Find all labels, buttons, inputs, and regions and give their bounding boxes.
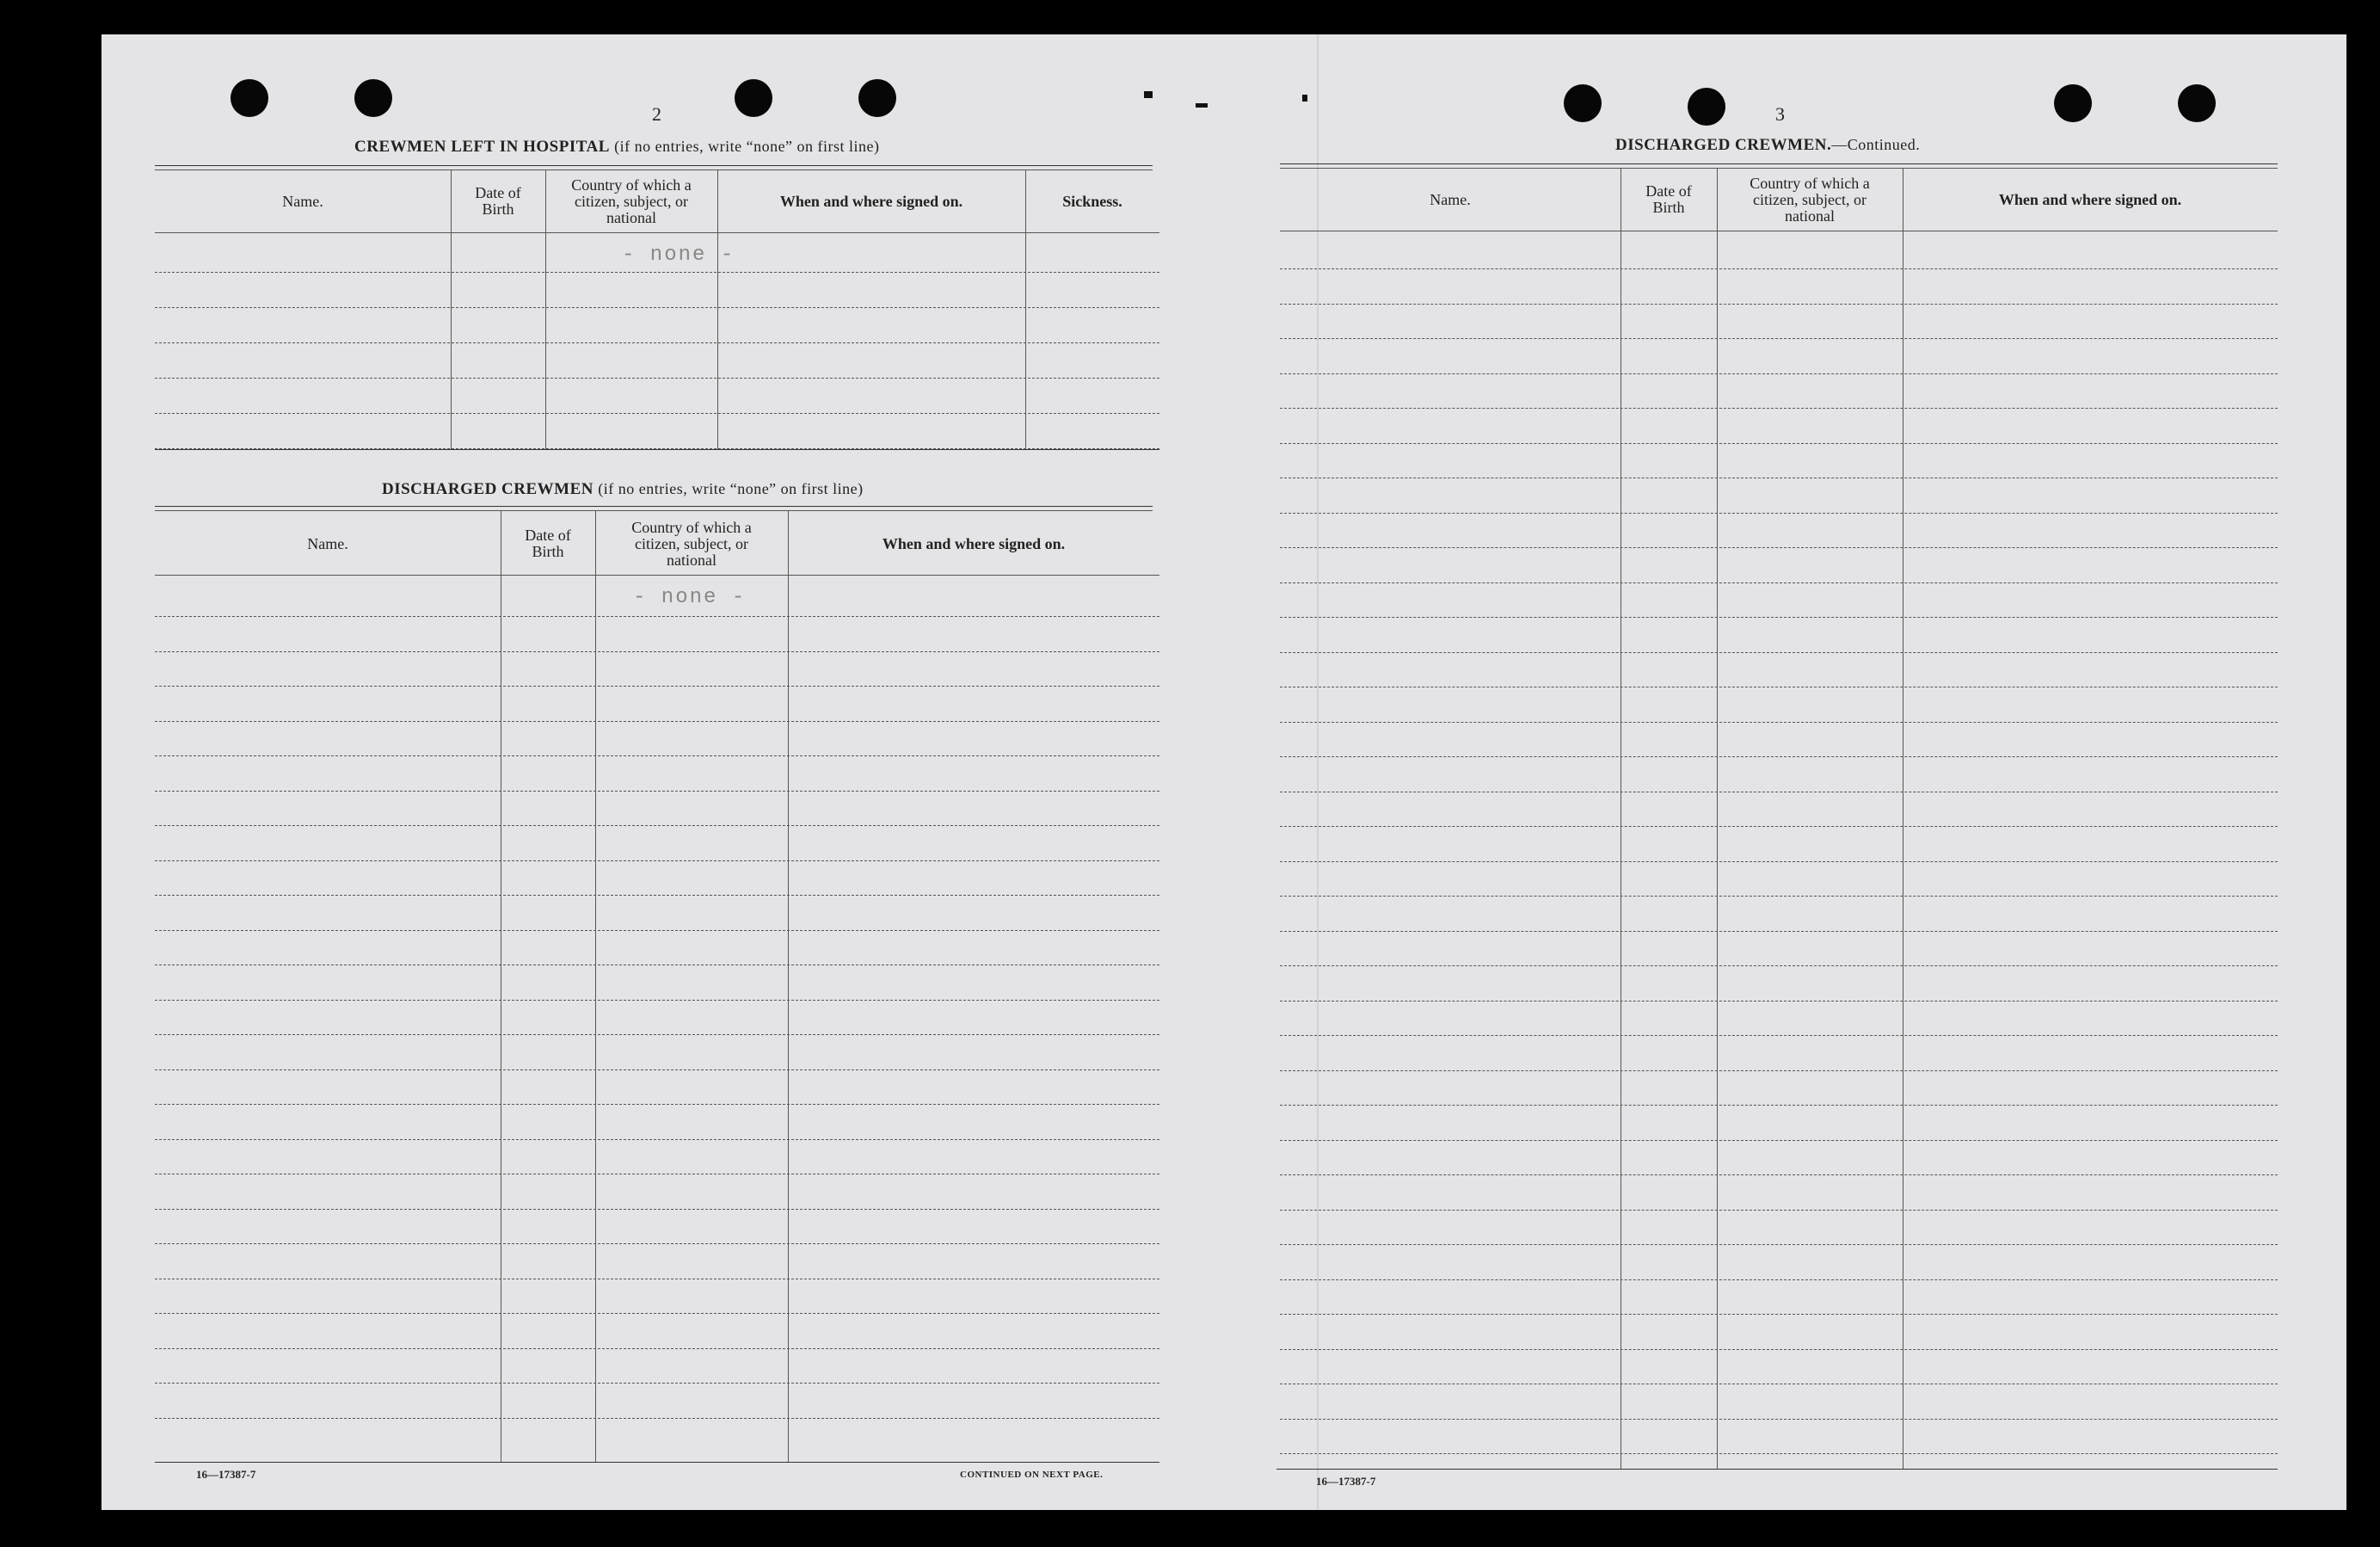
- ruled-line: [155, 686, 1159, 687]
- column-header-date-of-birth: Date of Birth: [525, 527, 571, 560]
- ruled-line: [1280, 1001, 2278, 1002]
- scan-mark: [1302, 95, 1307, 102]
- form-number: 16—17387-7: [1316, 1475, 1376, 1488]
- page-number: 2: [652, 103, 661, 125]
- column-divider: [1717, 168, 1718, 1469]
- punch-hole: [2054, 84, 2092, 122]
- ruled-line: [155, 307, 1159, 308]
- table-bottom-rule: [155, 1462, 1159, 1463]
- ruled-line: [1280, 268, 2278, 269]
- ruled-line: [1280, 931, 2278, 932]
- scan-mark: [1196, 103, 1208, 108]
- punch-hole: [354, 79, 392, 117]
- ruled-line: [155, 342, 1159, 343]
- table-top-rule: [1280, 163, 2278, 164]
- ruled-line: [155, 860, 1159, 861]
- ruled-line: [1280, 373, 2278, 374]
- table-bottom-rule: [1276, 1469, 2278, 1470]
- ruled-line: [1280, 1279, 2278, 1280]
- ruled-line: [1280, 1453, 2278, 1454]
- ruled-line: [155, 272, 1159, 273]
- ruled-line: [1280, 408, 2278, 409]
- table-top-rule: [1280, 168, 2278, 169]
- column-header-signed-on: When and where signed on.: [779, 192, 963, 210]
- ruled-line: [1280, 722, 2278, 723]
- column-header-name: Name.: [1430, 190, 1471, 208]
- header-bottom-rule: [155, 232, 1159, 233]
- table-top-rule: [155, 169, 1153, 170]
- punch-hole: [231, 79, 268, 117]
- ruled-line: [1280, 1244, 2278, 1245]
- center-fold: [1317, 34, 1319, 1510]
- punch-hole: [858, 79, 896, 117]
- ruled-line: [155, 1034, 1159, 1035]
- column-header-signed-on: When and where signed on.: [1998, 190, 2182, 208]
- form-number: 16—17387-7: [196, 1468, 256, 1481]
- ruled-line: [1280, 826, 2278, 827]
- right-title-suffix: —Continued.: [1831, 136, 1921, 153]
- ruled-line: [1280, 1174, 2278, 1175]
- column-divider: [595, 510, 596, 1462]
- ruled-line: [1280, 1210, 2278, 1211]
- ruled-line: [155, 721, 1159, 722]
- column-header-date-of-birth: Date of Birth: [475, 184, 521, 218]
- column-header-signed-on: When and where signed on.: [882, 534, 1066, 552]
- ruled-line: [1280, 304, 2278, 305]
- column-header-name: Name.: [282, 192, 323, 210]
- discharged-section-title: [382, 480, 864, 499]
- ruled-line: [155, 1418, 1159, 1419]
- ruled-line: [1280, 338, 2278, 339]
- ruled-line: [155, 378, 1159, 379]
- ruled-line: [155, 895, 1159, 896]
- ruled-line: [1280, 1105, 2278, 1106]
- column-header-country: Country of which a citizen, subject, or national: [631, 518, 752, 569]
- ruled-line: [1280, 443, 2278, 444]
- punch-hole: [1688, 88, 1725, 126]
- column-divider: [788, 510, 789, 1462]
- ruled-line: [1280, 896, 2278, 897]
- punch-hole: [735, 79, 772, 117]
- ruled-line: [155, 413, 1159, 414]
- ruled-line: [155, 1069, 1159, 1070]
- table-top-rule: [155, 506, 1153, 507]
- ruled-line: [1280, 547, 2278, 548]
- hospital-section-title: [354, 138, 880, 157]
- ruled-line: [1280, 756, 2278, 757]
- right-title-text: DISCHARGED CREWMEN.: [1615, 136, 1832, 154]
- table-bottom-rule: [155, 449, 1159, 450]
- ruled-line: [155, 616, 1159, 617]
- ruled-line: [155, 651, 1159, 652]
- right-section-title: [1615, 136, 1920, 155]
- ruled-line: [155, 1139, 1159, 1140]
- ruled-line: [155, 1104, 1159, 1105]
- ruled-line: [155, 1313, 1159, 1314]
- table-top-rule: [155, 510, 1153, 511]
- document-sheet: [101, 34, 2346, 1510]
- ruled-line: [1280, 617, 2278, 618]
- ruled-line: [155, 791, 1159, 792]
- ruled-line: [1280, 582, 2278, 583]
- ruled-line: [1280, 1419, 2278, 1420]
- typed-none-entry: - none -: [622, 243, 735, 267]
- column-header-date-of-birth: Date of Birth: [1645, 182, 1692, 216]
- ruled-line: [1280, 965, 2278, 966]
- column-header-name: Name.: [307, 534, 348, 552]
- ruled-line: [1280, 861, 2278, 862]
- column-header-country: Country of which a citizen, subject, or national: [1750, 174, 1870, 225]
- scan-mark: [1144, 91, 1153, 98]
- hospital-title-text: CREWMEN LEFT IN HOSPITAL: [354, 138, 610, 156]
- ruled-line: [155, 1348, 1159, 1349]
- header-bottom-rule: [155, 575, 1159, 576]
- column-divider: [1620, 168, 1621, 1469]
- ruled-line: [1280, 652, 2278, 653]
- table-top-rule: [155, 165, 1153, 166]
- page-number: 3: [1775, 103, 1785, 125]
- ruled-line: [1280, 513, 2278, 514]
- ruled-line: [1280, 1349, 2278, 1350]
- ruled-line: [155, 930, 1159, 931]
- discharged-title-note: (if no entries, write “none” on first line): [598, 480, 864, 497]
- ruled-line: [155, 1383, 1159, 1384]
- ruled-line: [155, 825, 1159, 826]
- ruled-line: [1280, 1314, 2278, 1315]
- ruled-line: [1280, 1035, 2278, 1036]
- column-header-country: Country of which a citizen, subject, or national: [571, 176, 692, 226]
- ruled-line: [155, 1243, 1159, 1244]
- typed-none-entry: - none -: [633, 586, 747, 609]
- ruled-line: [155, 1000, 1159, 1001]
- ruled-line: [1280, 1070, 2278, 1071]
- ruled-line: [1280, 1140, 2278, 1141]
- hospital-title-note: (if no entries, write “none” on first line): [614, 138, 880, 155]
- column-header-sickness: Sickness.: [1062, 192, 1122, 210]
- discharged-title-text: DISCHARGED CREWMEN: [382, 480, 593, 498]
- ruled-line: [155, 1209, 1159, 1210]
- continued-note: CONTINUED ON NEXT PAGE.: [960, 1470, 1104, 1480]
- punch-hole: [1564, 84, 1602, 122]
- ruled-line: [155, 755, 1159, 756]
- punch-hole: [2178, 84, 2216, 122]
